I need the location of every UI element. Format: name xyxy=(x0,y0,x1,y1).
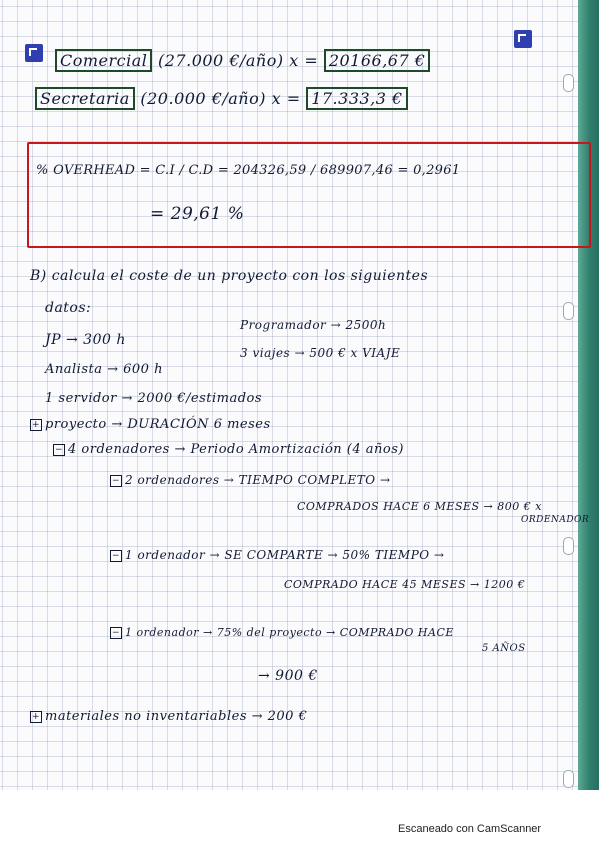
ord-2-cost: COMPRADOS HACE 6 MESES → 800 € x xyxy=(297,500,542,513)
servidor-cost: 1 servidor → 2000 €/estimados xyxy=(45,391,263,406)
section-b-datos: datos: xyxy=(45,300,92,316)
ord-2-text: 2 ordenadores → TIEMPO COMPLETO → xyxy=(125,473,391,487)
materiales-text: materiales no inventariables → 200 € xyxy=(45,709,308,724)
ord-1a-text: 1 ordenador → SE COMPARTE → 50% TIEMPO → xyxy=(125,548,445,562)
ordenadores-text: 4 ordenadores → Periodo Amortización (4 años) xyxy=(68,442,404,457)
scan-corner-mark-right xyxy=(514,30,532,48)
section-b-intro: B) calcula el coste de un proyecto con los siguientes xyxy=(30,268,429,284)
overhead-formula: % OVERHEAD = C.I / C.D = 204326,59 / 689907,46 = 0,2961 xyxy=(36,163,461,178)
ord-2-unit: ORDENADOR xyxy=(521,515,590,525)
binder-hole xyxy=(563,537,574,555)
binder-hole xyxy=(563,770,574,788)
secretaria-result: 17.333,3 € xyxy=(306,87,408,110)
minus-bullet-icon: − xyxy=(111,475,121,486)
proyecto-text: proyecto → DURACIÓN 6 meses xyxy=(45,417,271,432)
binder-hole xyxy=(563,74,574,92)
viajes-cost: 3 viajes → 500 € x VIAJE xyxy=(240,346,401,360)
minus-bullet-icon: − xyxy=(111,628,121,638)
scan-corner-mark-left xyxy=(25,44,43,62)
proyecto-line xyxy=(30,417,271,432)
ord-1b-line xyxy=(110,626,454,639)
comercial-result: 20166,67 € xyxy=(324,49,431,72)
ord-1a-cost: COMPRADO HACE 45 MESES → 1200 € xyxy=(284,578,526,591)
plus-bullet-icon: + xyxy=(31,419,41,430)
minus-bullet-icon: − xyxy=(111,550,121,561)
ord-2-line xyxy=(110,473,391,487)
plus-bullet-icon: + xyxy=(31,711,41,722)
minus-bullet-icon: − xyxy=(54,444,64,455)
secretaria-label: Secretaria xyxy=(35,87,135,110)
binder-hole xyxy=(563,302,574,320)
ord-1b-cost: → 900 € xyxy=(258,668,318,684)
overhead-result: = 29,61 % xyxy=(150,204,245,224)
ordenadores-line xyxy=(53,442,404,457)
notebook-edge xyxy=(578,0,599,790)
analista-hours: Analista → 600 h xyxy=(45,362,163,377)
programador-hours: Programador → 2500h xyxy=(240,318,387,332)
secretaria-x: x = xyxy=(271,89,301,108)
ord-1b-text: 1 ordenador → 75% del proyecto → COMPRADO HACE xyxy=(125,626,454,639)
comercial-label: Comercial xyxy=(55,49,152,72)
jp-hours: JP → 300 h xyxy=(45,332,126,348)
secretaria-line xyxy=(35,89,408,108)
overhead-box xyxy=(27,142,591,248)
ord-1a-line xyxy=(110,548,444,562)
comercial-line xyxy=(55,51,430,70)
comercial-x: x = xyxy=(289,51,319,70)
ord-1b-years: 5 AÑOS xyxy=(482,643,526,654)
comercial-rate: (27.000 €/año) xyxy=(158,51,284,70)
materiales-line xyxy=(30,709,307,724)
secretaria-rate: (20.000 €/año) xyxy=(140,89,266,108)
camscanner-watermark: Escaneado con CamScanner xyxy=(398,823,542,835)
